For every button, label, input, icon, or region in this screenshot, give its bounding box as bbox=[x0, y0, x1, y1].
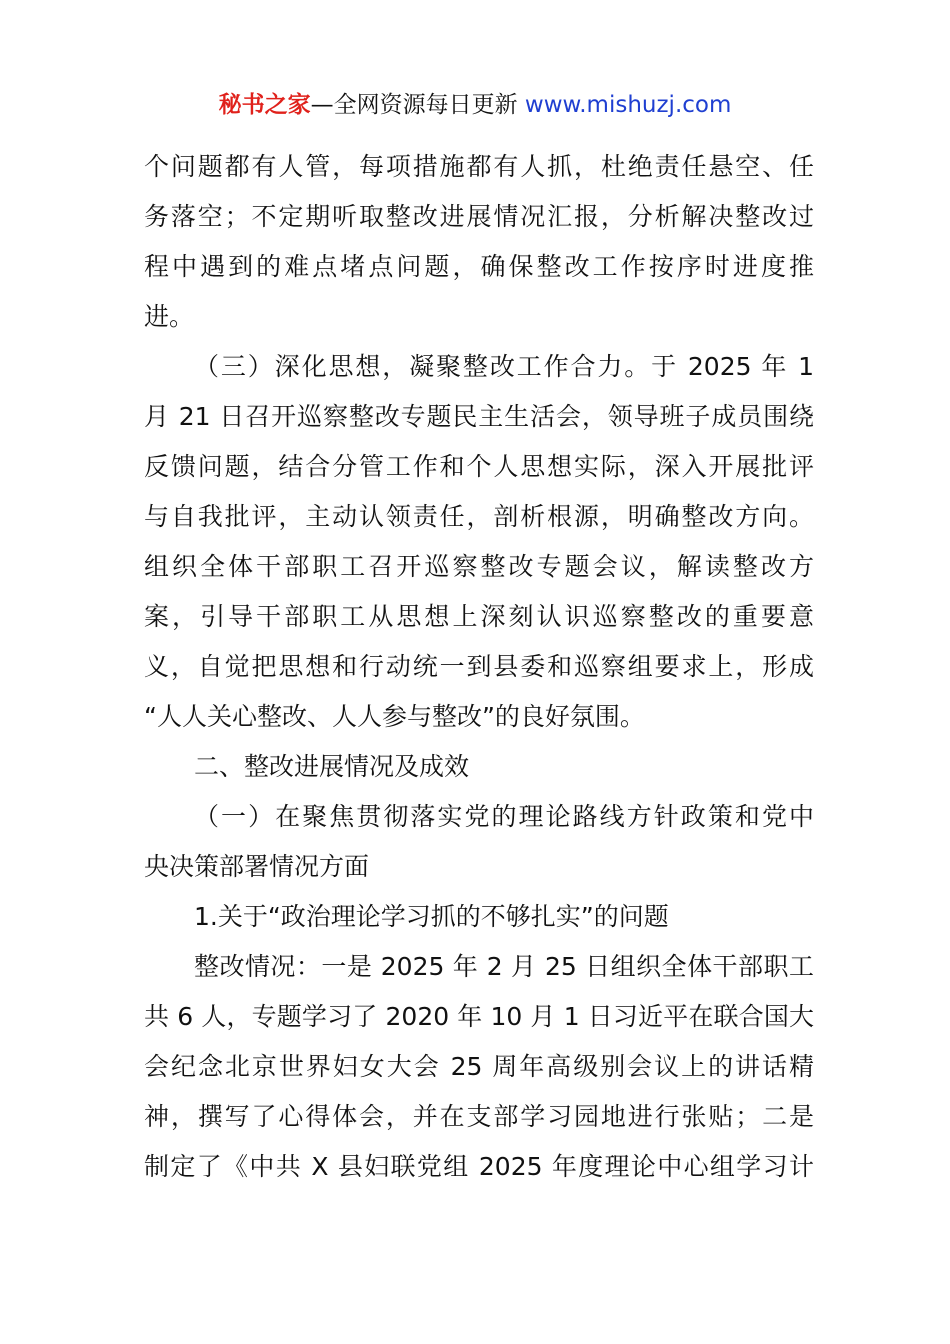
subsection-heading: （一）在聚焦贯彻落实党的理论路线方针政策和党中 bbox=[194, 802, 814, 831]
text-line: 程中遇到的难点堵点问题，确保整改工作按序时进度推 bbox=[144, 252, 814, 281]
site-url-link[interactable]: www.mishuzj.com bbox=[524, 92, 732, 118]
text-line: 进。 bbox=[144, 302, 195, 331]
text-line: 个问题都有人管，每项措施都有人抓，杜绝责任悬空、任 bbox=[144, 152, 814, 181]
section-heading-text-line: （三）深化思想，凝聚整改工作合力。于 2025 年 1 bbox=[194, 352, 814, 381]
text-line: 义，自觉把思想和行动统一到县委和巡察组要求上，形成 bbox=[144, 652, 814, 681]
text-line: 神，撰写了心得体会，并在支部学习园地进行张贴；二是 bbox=[144, 1102, 814, 1131]
document-body bbox=[144, 142, 814, 1192]
page-header bbox=[0, 88, 950, 122]
text-line: 整改情况：一是 2025 年 2 月 25 日组织全体干部职工 bbox=[194, 952, 814, 981]
text-line: 案，引导干部职工从思想上深刻认识巡察整改的重要意 bbox=[144, 602, 814, 631]
text-line: 共 6 人，专题学习了 2020 年 10 月 1 日习近平在联合国大 bbox=[144, 1002, 814, 1031]
site-brand: 秘书之家 bbox=[218, 92, 311, 118]
text-line: 务落空；不定期听取整改进展情况汇报，分析解决整改过 bbox=[144, 202, 814, 231]
site-tagline: —全网资源每日更新 bbox=[310, 92, 518, 118]
text-line: “人人关心整改、人人参与整改”的良好氛围。 bbox=[144, 702, 645, 731]
text-line: 月 21 日召开巡察整改专题民主生活会，领导班子成员围绕 bbox=[144, 402, 814, 431]
text-line: 与自我批评，主动认领责任，剖析根源，明确整改方向。 bbox=[144, 502, 814, 531]
item-heading: 1.关于“政治理论学习抓的不够扎实”的问题 bbox=[194, 902, 669, 931]
section-heading: 二、整改进展情况及成效 bbox=[194, 752, 470, 781]
subsection-heading: 央决策部署情况方面 bbox=[144, 852, 370, 881]
text-line: 组织全体干部职工召开巡察整改专题会议，解读整改方 bbox=[144, 552, 814, 581]
text-line: 反馈问题，结合分管工作和个人思想实际，深入开展批评 bbox=[144, 452, 814, 481]
text-line: 制定了《中共 X 县妇联党组 2025 年度理论中心组学习计 bbox=[144, 1152, 814, 1181]
text-line: 会纪念北京世界妇女大会 25 周年高级别会议上的讲话精 bbox=[144, 1052, 814, 1081]
